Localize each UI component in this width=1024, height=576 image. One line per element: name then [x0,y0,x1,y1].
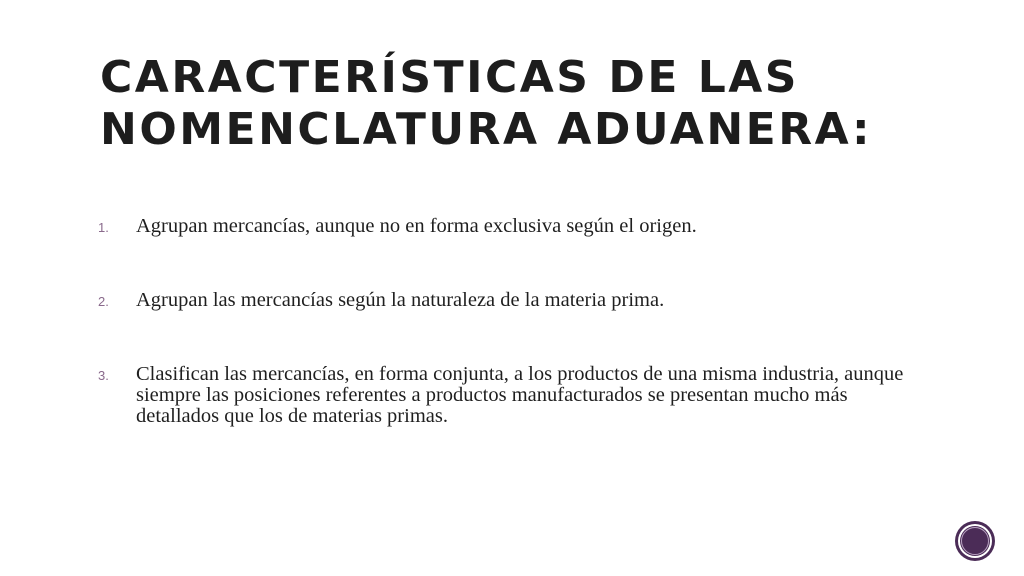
slide-title-line-2: NOMENCLATURA ADUANERA: [100,104,873,155]
list-item [96,216,916,237]
list-item-text: Agrupan las mercancías según la naturaleza de la materia prima. [136,289,665,311]
list-item-number: 3. [98,368,109,383]
slide-title-line-1: CARACTERÍSTICAS DE LAS [100,52,799,103]
list-item-number: 2. [98,294,109,309]
characteristics-list [96,216,916,427]
slide-title [100,52,960,156]
list-item [96,364,916,427]
list-item-text: Clasifican las mercancías, en forma conjunta, a los productos de una misma industria, aunque siempre las posiciones referentes a productos manufacturados se presentan mucho más detallados que los de materias primas. [136,363,904,427]
slide-number-badge-ring [961,527,989,555]
list-item-text: Agrupan mercancías, aunque no en forma exclusiva según el origen. [136,215,697,237]
list-item [96,290,916,311]
slide-number-badge [958,524,992,558]
list-item-number: 1. [98,220,109,235]
